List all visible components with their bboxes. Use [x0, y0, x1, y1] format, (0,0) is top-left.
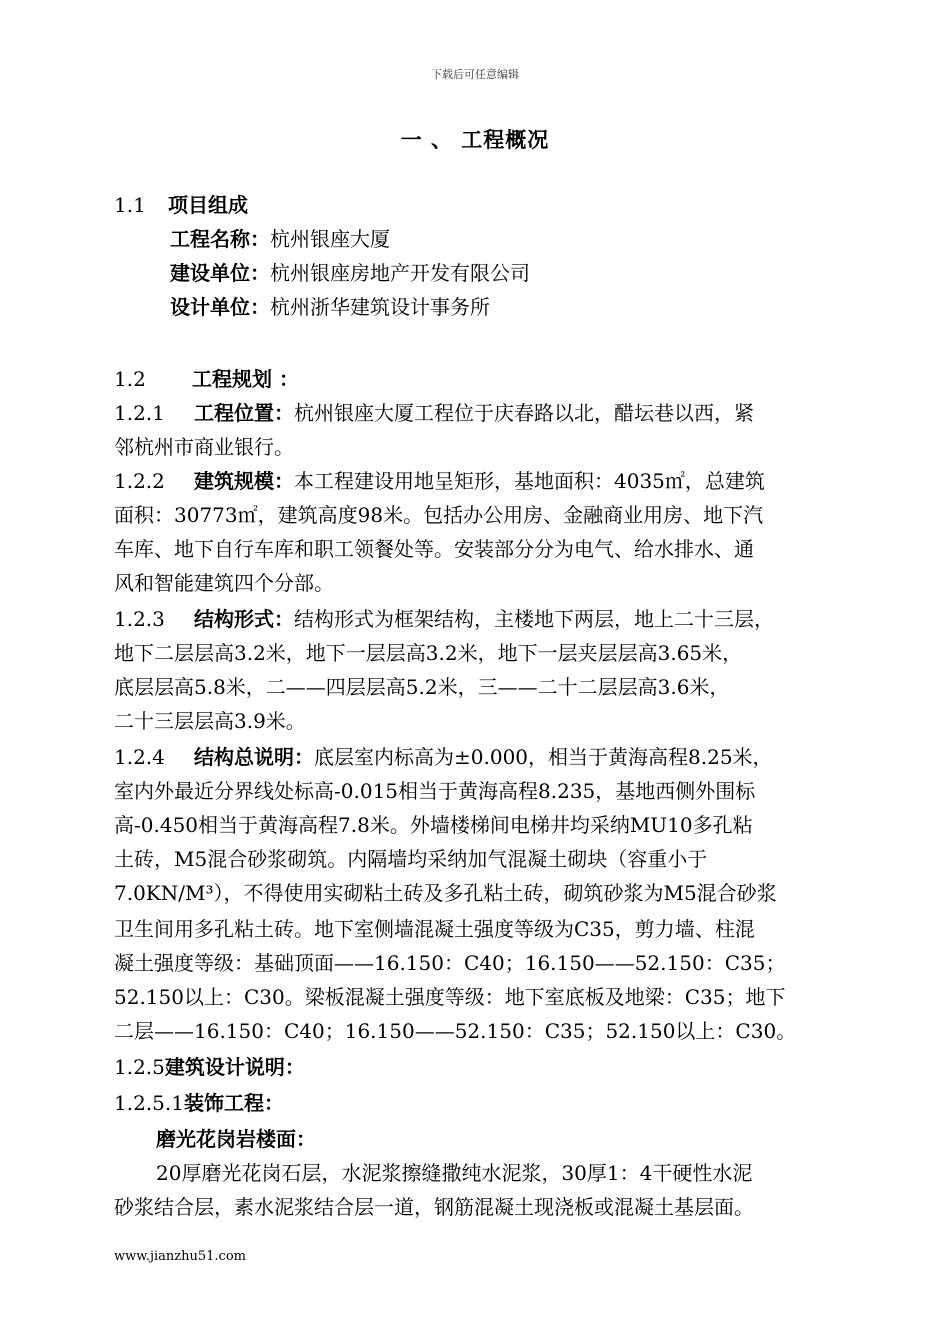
paragraph-line: 52.150以上：C30。梁板混凝土强度等级：地下室底板及地梁：C35；地下: [114, 985, 786, 1009]
subsection-heading: 磨光花岗岩楼面：: [156, 1127, 316, 1151]
design-unit-row: [170, 290, 900, 324]
paragraph-label: 结构形式：: [194, 607, 294, 631]
paragraph-text: 底层室内标高为±0.000，相当于黄海高程8.25米，: [314, 745, 773, 769]
paragraph-line: 凝土强度等级：基础顶面——16.150：C40；16.150——52.150：C35；: [114, 951, 786, 975]
paragraph-line: 车库、地下自行车库和职工领餐处等。安装部分分为电气、给水排水、通: [114, 537, 754, 561]
section-heading: 工程规划 ：: [192, 367, 299, 391]
paragraph-line: 底层层高5.8米，二——四层层高5.2米，三——二十二层层高3.6米，: [114, 675, 730, 699]
section-number: 1.2: [114, 367, 146, 391]
paragraph-line: 二层——16.150：C40；16.150——52.150：C35；52.150以上：C30。: [114, 1019, 797, 1043]
paragraph-label: 建筑规模：: [194, 469, 294, 493]
paragraph-line: [114, 396, 844, 430]
section-heading: 建筑设计说明：: [164, 1055, 305, 1079]
section-1-1-heading: [114, 188, 844, 222]
paragraph-line: 高-0.450相当于黄海高程7.8米。外墙楼梯间电梯井均采纳MU10多孔粘: [114, 813, 753, 837]
project-name-row: [170, 222, 900, 256]
paragraph-text: 杭州银座大厦工程位于庆春路以北，醋坛巷以西，紧: [294, 401, 754, 425]
paragraph-line: [114, 602, 844, 636]
paragraph-line: 风和智能建筑四个分部。: [114, 571, 334, 595]
field-label: 工程名称：: [170, 227, 270, 251]
paragraph-line: 二十三层层高3.9米。: [114, 709, 306, 733]
paragraph-text: 本工程建设用地呈矩形，基地面积：4035㎡，总建筑: [294, 469, 765, 493]
paragraph-line: 面积：30773㎡，建筑高度98米。包括办公用房、金融商业用房、地下汽: [114, 503, 764, 527]
paragraph-line: 土砖，M5混合砂浆砌筑。内隔墙均采纳加气混凝土砌块（容重小于: [114, 847, 708, 871]
field-label: 设计单位：: [170, 295, 270, 319]
field-value: 杭州银座房地产开发有限公司: [270, 261, 530, 285]
section-1-2-5-1-heading: [114, 1086, 844, 1120]
paragraph-text: 结构形式为框架结构，主楼地下两层，地上二十三层，: [294, 607, 774, 631]
paragraph-label: 工程位置：: [194, 401, 294, 425]
field-value: 杭州银座大厦: [270, 227, 390, 251]
paragraph-line: 20厚磨光花岗石层，水泥浆擦缝撒纯水泥浆，30厚1：4干硬性水泥: [156, 1161, 753, 1185]
section-heading: 装饰工程：: [183, 1091, 284, 1115]
paragraph-line: 砂浆结合层，素水泥浆结合层一道，钢筋混凝土现浇板或混凝土基层面。: [114, 1195, 754, 1219]
page-header-note: 下载后可任意编辑: [431, 68, 519, 81]
paragraph-line: 室内外最近分界线处标高-0.015相当于黄海高程8.235，基地西侧外围标: [114, 779, 756, 803]
section-number: 1.2.5.1: [114, 1091, 184, 1115]
paragraph-label: 结构总说明：: [194, 745, 314, 769]
paragraph-line: 卫生间用多孔粘土砖。地下室侧墙混凝土强度等级为C35，剪力墙、柱混: [114, 917, 755, 941]
field-label: 建设单位：: [170, 261, 270, 285]
paragraph-line: 地下二层层高3.2米，地下一层层高3.2米，地下一层夹层层高3.65米，: [114, 641, 743, 665]
paragraph-line: [114, 464, 844, 498]
paragraph-line: [114, 740, 844, 774]
section-number: 1.2.1: [114, 401, 165, 425]
footer-url: www.jianzhu51.com: [114, 1249, 246, 1264]
section-number: 1.2.5: [114, 1055, 165, 1079]
section-number: 1.2.3: [114, 607, 165, 631]
section-number: 1.2.4: [114, 745, 165, 769]
section-number: 1.2.2: [114, 469, 165, 493]
section-number: 1.1: [114, 193, 146, 217]
paragraph-line: 邻杭州市商业银行。: [114, 435, 294, 459]
section-title: 一 、 工程概况: [400, 128, 550, 152]
section-1-2-heading: [114, 362, 844, 396]
section-1-2-5-heading: [114, 1050, 844, 1084]
paragraph-line: 7.0KN/M³），不得使用实砌粘土砖及多孔粘土砖，砌筑砂浆为M5混合砂浆: [114, 881, 777, 905]
construction-unit-row: [170, 256, 900, 290]
field-value: 杭州浙华建筑设计事务所: [270, 295, 490, 319]
section-heading: 项目组成: [168, 193, 248, 217]
